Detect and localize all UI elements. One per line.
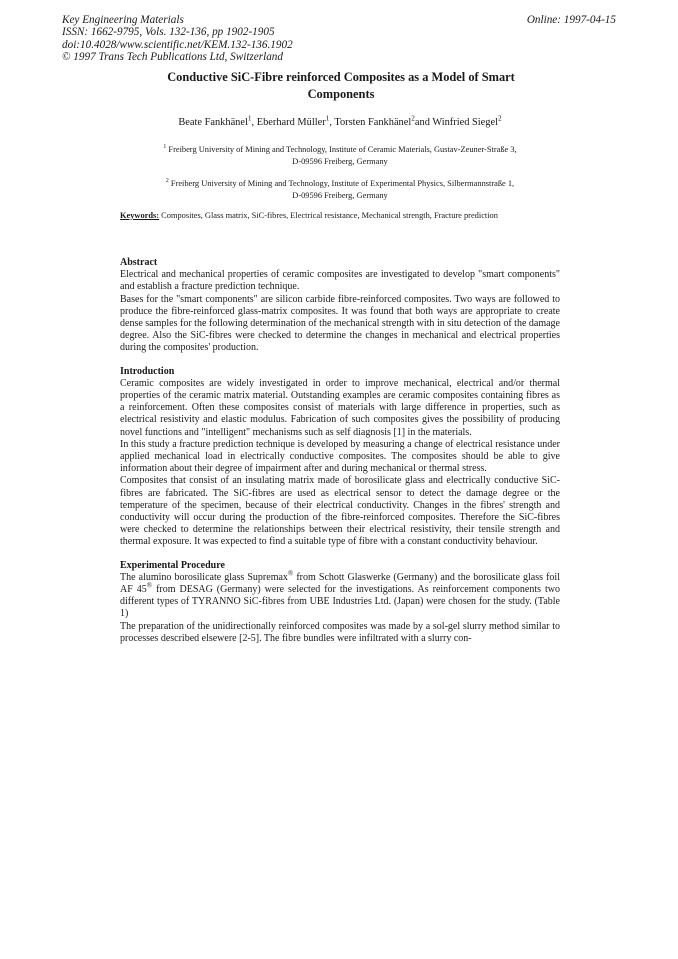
affiliation-line: Freiberg University of Mining and Technology, Institute of Experimental Physics, Silbermannstraße 1,: [170, 179, 515, 188]
paper-body: [120, 257, 560, 645]
online-date: Online: 1997-04-15: [526, 14, 616, 26]
author-affiliation-mark: 2: [411, 114, 415, 123]
author-separator: and: [414, 117, 433, 128]
author-separator: ,: [329, 117, 335, 128]
affiliation-1: [125, 144, 555, 167]
author-name: Eberhard Müller: [256, 117, 326, 128]
introduction-heading: Introduction: [120, 365, 175, 377]
author-affiliation-mark: 1: [247, 114, 252, 123]
experimental-text: from Schott Glaswerke (Germany) and the borosilicate glass foil AF 45: [120, 571, 560, 596]
title-line-2: Components: [307, 87, 375, 101]
registered-mark: ®: [146, 581, 153, 590]
affiliation-address: D-09596 Freiberg, Germany: [292, 156, 388, 166]
author-affiliation-mark: 2: [498, 114, 502, 123]
introduction-paragraph: In this study a fracture prediction technique is developed by measuring a change of electrical resistance under applied mechanical load in electrically conductive composites. The composites should be able to give information about their degree of impairment after and during mechanical or thermal stress.: [120, 438, 560, 475]
introduction-paragraph: Ceramic composites are widely investigated in order to improve mechanical, electrical and/or thermal properties of the ceramic matrix material. Outstanding examples are ceramic composites containing fibres as a reinforcement. Often these composites consist of materials with large difference in properties, such as electrical resistivity and elastic modulus. Fabrication of such composites gives the possibility of producing novel functions and "intelligent" mechanisms such as self diagnosis [1] in the materials.: [120, 377, 560, 438]
registered-mark: ®: [287, 569, 294, 578]
keywords-label: Keywords:: [120, 211, 160, 220]
doi-line: doi:10.4028/www.scientific.net/KEM.132-136.1902: [62, 38, 293, 51]
journal-header: [62, 14, 293, 63]
experimental-heading: Experimental Procedure: [120, 559, 225, 571]
experimental-text: from DESAG (Germany) were selected for the investigations. As reinforcement components two different types of TYRANNO SiC-fibres from UBE Industries Ltd. (Japan) were chosen for the study. (Table 1): [120, 584, 560, 620]
affiliation-address: D-09596 Freiberg, Germany: [292, 190, 388, 200]
abstract-paragraph: Electrical and mechanical properties of ceramic composites are investigated to develop "smart components" and establish a fracture prediction technique.: [120, 269, 560, 293]
keywords: [120, 210, 560, 221]
affiliation-number: 2: [165, 178, 169, 185]
copyright-line: © 1997 Trans Tech Publications Ltd, Switzerland: [62, 50, 283, 63]
affiliation-line: Freiberg University of Mining and Technology, Institute of Ceramic Materials, Gustav-Zeuner-Straße 3,: [168, 145, 517, 154]
affiliation-2: [125, 178, 555, 201]
experimental-paragraph: The preparation of the unidirectionally reinforced composites was made by a sol-gel slurry method similar to processes described elsewere [2-5]. The fibre bundles were infiltrated with a slurry con-: [120, 620, 560, 644]
author-name: Winfried Siegel: [432, 117, 498, 128]
keywords-text: Composites, Glass matrix, SiC-fibres, Electrical resistance, Mechanical strength, Fracture prediction: [161, 211, 498, 220]
issn-line: ISSN: 1662-9795, Vols. 132-136, pp 1902-1905: [62, 26, 275, 39]
experimental-text: The alumino borosilicate glass Supremax: [120, 571, 288, 583]
author-affiliation-mark: 1: [325, 114, 330, 123]
affiliation-number: 1: [163, 144, 167, 151]
author-name: Torsten Fankhänel: [334, 117, 412, 128]
author-name: Beate Fankhänel: [178, 117, 248, 128]
abstract-heading: Abstract: [120, 257, 158, 268]
author-separator: ,: [251, 117, 257, 128]
introduction-paragraph: Composites that consist of an insulating matrix made of borosilicate glass and electrically conductive SiC-fibres are fabricated. The SiC-fibres are used as electrical sensor to detect the damage degree or the temperature of the specimen, because of their electrical conductivity. Changes in the fibres' strength and conductivity will occur during the production of the fibre-reinforced composites. Therefore the SiC-fibres were checked to determine the relationships between their electrical resistivity, their tensile strength and thermal exposure. It was expected to find a suitable type of fibre with a constant conductivity behaviour.: [120, 475, 560, 548]
author-list: [100, 116, 580, 130]
title-line-1: Conductive SiC-Fibre reinforced Composites as a Model of Smart: [167, 70, 515, 84]
journal-name: Key Engineering Materials: [62, 14, 184, 26]
abstract-paragraph: Bases for the "smart components" are silicon carbide fibre-reinforced composites. Two ways are followed to produce the fibre-reinforced glass-matrix composites. It was found that both ways are appropriate to create dense samples for the following determination of the mechanical strength with in situ detection of the damage degree. Also the SiC-fibres were checked to determine the changes in mechanical and electrical properties during the composites' production.: [120, 293, 560, 354]
paper-title: [120, 69, 562, 103]
experimental-paragraph: [120, 569, 560, 621]
